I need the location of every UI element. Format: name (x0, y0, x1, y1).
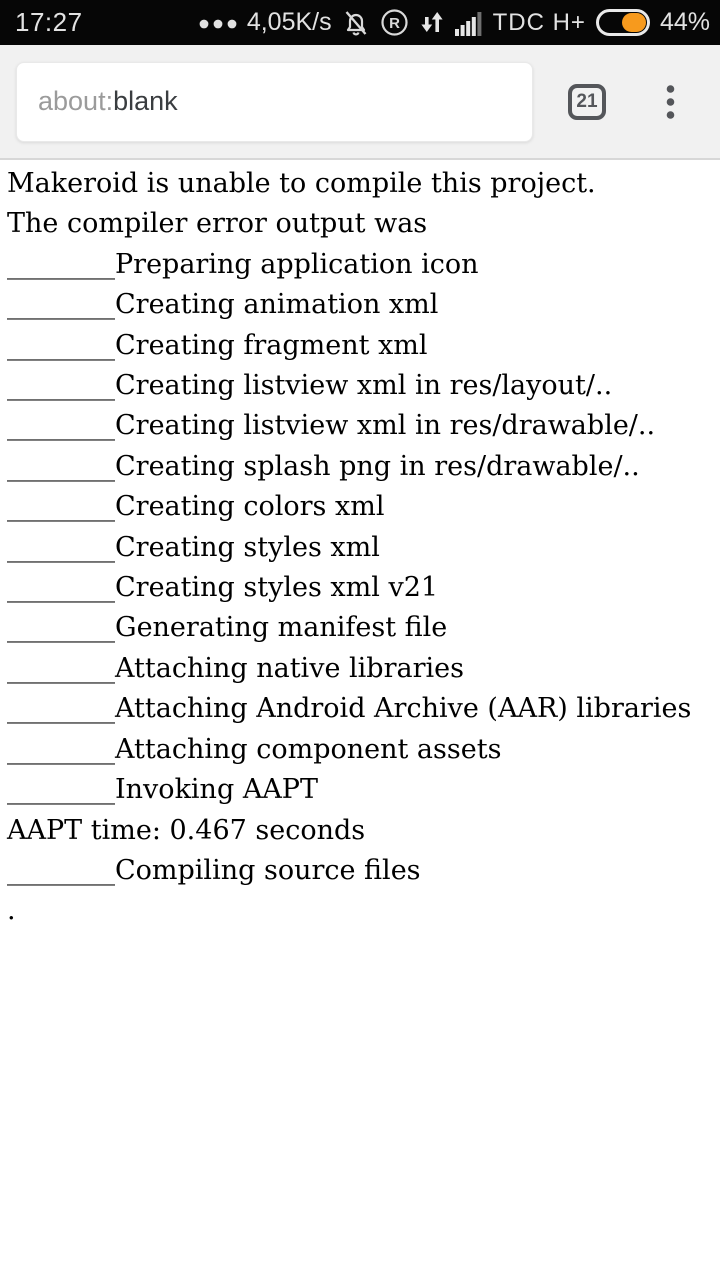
log-line: ________Attaching Android Archive (AAR) libraries (7, 693, 692, 725)
clock: 17:27 (15, 7, 83, 37)
log-line: AAPT time: 0.467 seconds (7, 814, 366, 846)
url-bar[interactable] (16, 62, 533, 142)
network-speed: 4,05K/s (246, 8, 332, 36)
log-line: ________Generating manifest file (7, 612, 448, 644)
url-path: blank (113, 86, 178, 116)
log-line: ________Creating styles xml v21 (7, 572, 439, 604)
battery-icon (596, 9, 650, 36)
log-line: . (7, 895, 16, 927)
status-bar (0, 0, 720, 45)
log-line: The compiler error output was (7, 208, 428, 240)
log-line: ________Invoking AAPT (7, 774, 318, 806)
log-line: ________Creating animation xml (7, 289, 439, 321)
battery-percent: 44% (659, 8, 710, 36)
tab-count-label: 21 (576, 90, 598, 112)
kebab-menu-button[interactable] (656, 72, 684, 132)
roaming-r-icon (380, 8, 409, 37)
log-line: ________Attaching component assets (7, 733, 502, 765)
log-line: Makeroid is unable to compile this project. (7, 168, 596, 199)
tab-counter-button[interactable] (568, 84, 606, 120)
carrier-label: TDC H+ (492, 8, 586, 36)
url-scheme: about: (38, 86, 114, 116)
log-line: ________Creating splash png in res/drawable/.. (7, 450, 640, 482)
svg-text:R: R (388, 15, 400, 32)
browser-toolbar (0, 45, 720, 160)
log-line: ________Creating fragment xml (7, 329, 428, 361)
signal-bars-icon (455, 10, 483, 36)
log-line: ________Attaching native libraries (7, 652, 464, 684)
more-dots-icon (199, 16, 237, 30)
log-line: ________Preparing application icon (7, 248, 479, 280)
battery-fill (622, 13, 646, 32)
log-line: ________Creating styles xml (7, 531, 380, 563)
log-line: ________Creating listview xml in res/drawable/.. (7, 410, 656, 442)
log-line: ________Compiling source files (7, 854, 421, 886)
log-line: ________Creating listview xml in res/layout/.. (7, 370, 613, 402)
log-line: ________Creating colors xml (7, 491, 385, 523)
status-bar-right (199, 8, 710, 37)
bell-muted-icon (342, 9, 370, 37)
data-updown-arrows-icon (419, 10, 445, 35)
compiler-output (0, 160, 720, 932)
kebab-menu-icon (666, 85, 675, 119)
